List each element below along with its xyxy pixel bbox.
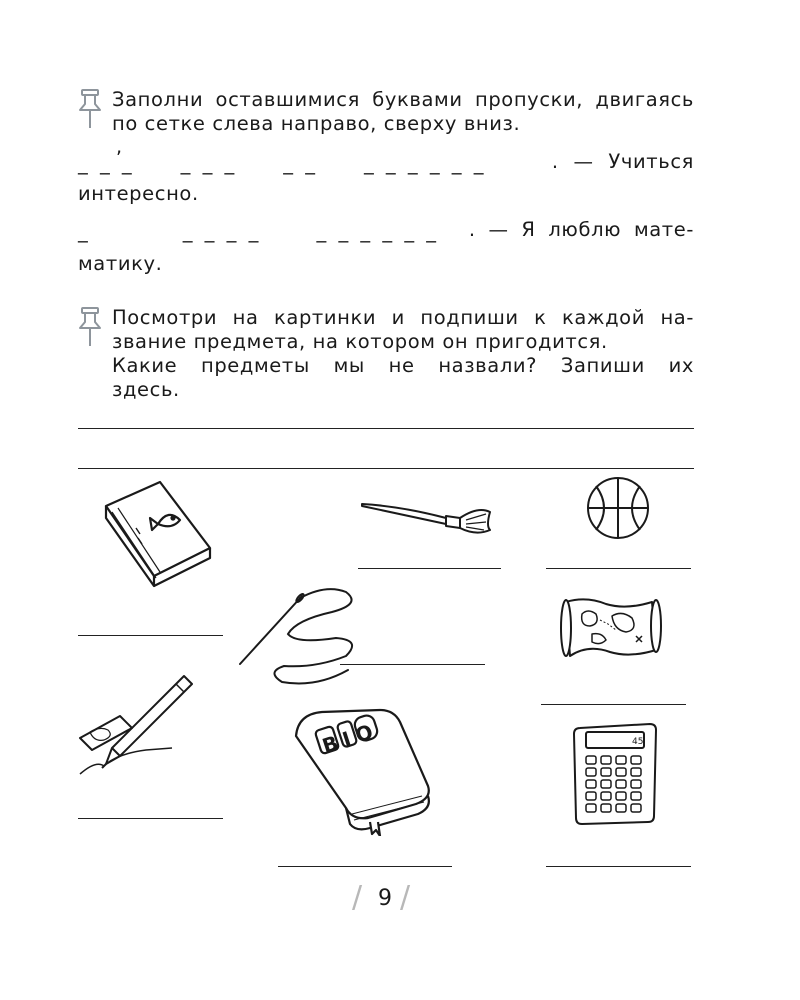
- calculator-display: 45: [632, 737, 644, 747]
- answer-line-calculator[interactable]: [546, 866, 691, 867]
- sentence2-blanks[interactable]: _ _ _ _ _ _ _ _ _ _ _: [78, 220, 440, 243]
- paintbrush-picture: [360, 496, 494, 540]
- sentence2-tail: . — Я люблю мате-: [468, 218, 694, 241]
- needle-thread-picture: [236, 586, 366, 690]
- task1-instruction: [112, 88, 694, 136]
- sentence2-continuation: матику.: [78, 252, 163, 275]
- calculator-key: [601, 792, 611, 800]
- calculator-key: [601, 768, 611, 776]
- page-number: 9: [378, 886, 392, 911]
- diary-picture: [292, 706, 436, 836]
- pushpin-icon: [76, 88, 104, 132]
- diary-label: BIO: [319, 717, 382, 759]
- calculator-key: [616, 804, 626, 812]
- page-number-left-slash: /: [352, 880, 363, 915]
- calculator-key: [631, 768, 641, 776]
- task2-line3: Какие предметы мы не назвали? Запиши их: [112, 354, 694, 377]
- calculator-key: [601, 804, 611, 812]
- answer-rule-1[interactable]: [78, 428, 694, 429]
- answer-rule-2[interactable]: [78, 468, 694, 469]
- page-number-right-slash: /: [400, 880, 411, 915]
- sentence1-comma: ,: [116, 136, 123, 158]
- calculator-key: [616, 756, 626, 764]
- task2-line1: Посмотри на картинки и подпиши к каждой на-: [112, 306, 694, 329]
- sentence1-continuation: интересно.: [78, 182, 199, 205]
- answer-line-book[interactable]: [78, 635, 223, 636]
- calculator-key: [616, 780, 626, 788]
- sentence1-tail: . — Учиться: [551, 150, 694, 173]
- calculator-key: [616, 768, 626, 776]
- calculator-key: [586, 768, 596, 776]
- task1-line2: по сетке слева направо, сверху вниз.: [112, 112, 521, 135]
- calculator-key: [586, 792, 596, 800]
- treasure-map-picture: [556, 596, 668, 666]
- pen-picture: [76, 670, 196, 780]
- answer-line-map[interactable]: [541, 704, 686, 705]
- calculator-key: [601, 756, 611, 764]
- calculator-key: [631, 756, 641, 764]
- task1-line1: Заполни оставшимися буквами пропуски, двигаясь: [112, 88, 694, 111]
- calculator-key: [586, 804, 596, 812]
- sentence1-blanks[interactable]: _ _ _ _ _ _ _ _ _ _ _ _ _ _: [78, 152, 487, 175]
- answer-line-ball[interactable]: [546, 568, 691, 569]
- pushpin-icon: [76, 306, 104, 350]
- calculator-key: [586, 756, 596, 764]
- answer-line-needle[interactable]: [340, 664, 485, 665]
- book-with-fish-picture: [98, 478, 218, 588]
- calculator-key: [631, 804, 641, 812]
- task2-line2: звание предмета, на котором он пригодится.: [112, 330, 608, 353]
- task2-instruction: [112, 306, 694, 402]
- calculator-key: [631, 780, 641, 788]
- calculator-picture: [570, 722, 660, 826]
- calculator-key: [586, 780, 596, 788]
- task2-line4: здесь.: [112, 378, 180, 401]
- ball-picture: [586, 476, 650, 540]
- answer-line-paintbrush[interactable]: [358, 568, 501, 569]
- calculator-key: [631, 792, 641, 800]
- answer-line-diary[interactable]: [278, 866, 452, 867]
- answer-line-pen[interactable]: [78, 818, 223, 819]
- calculator-key: [601, 780, 611, 788]
- calculator-key: [616, 792, 626, 800]
